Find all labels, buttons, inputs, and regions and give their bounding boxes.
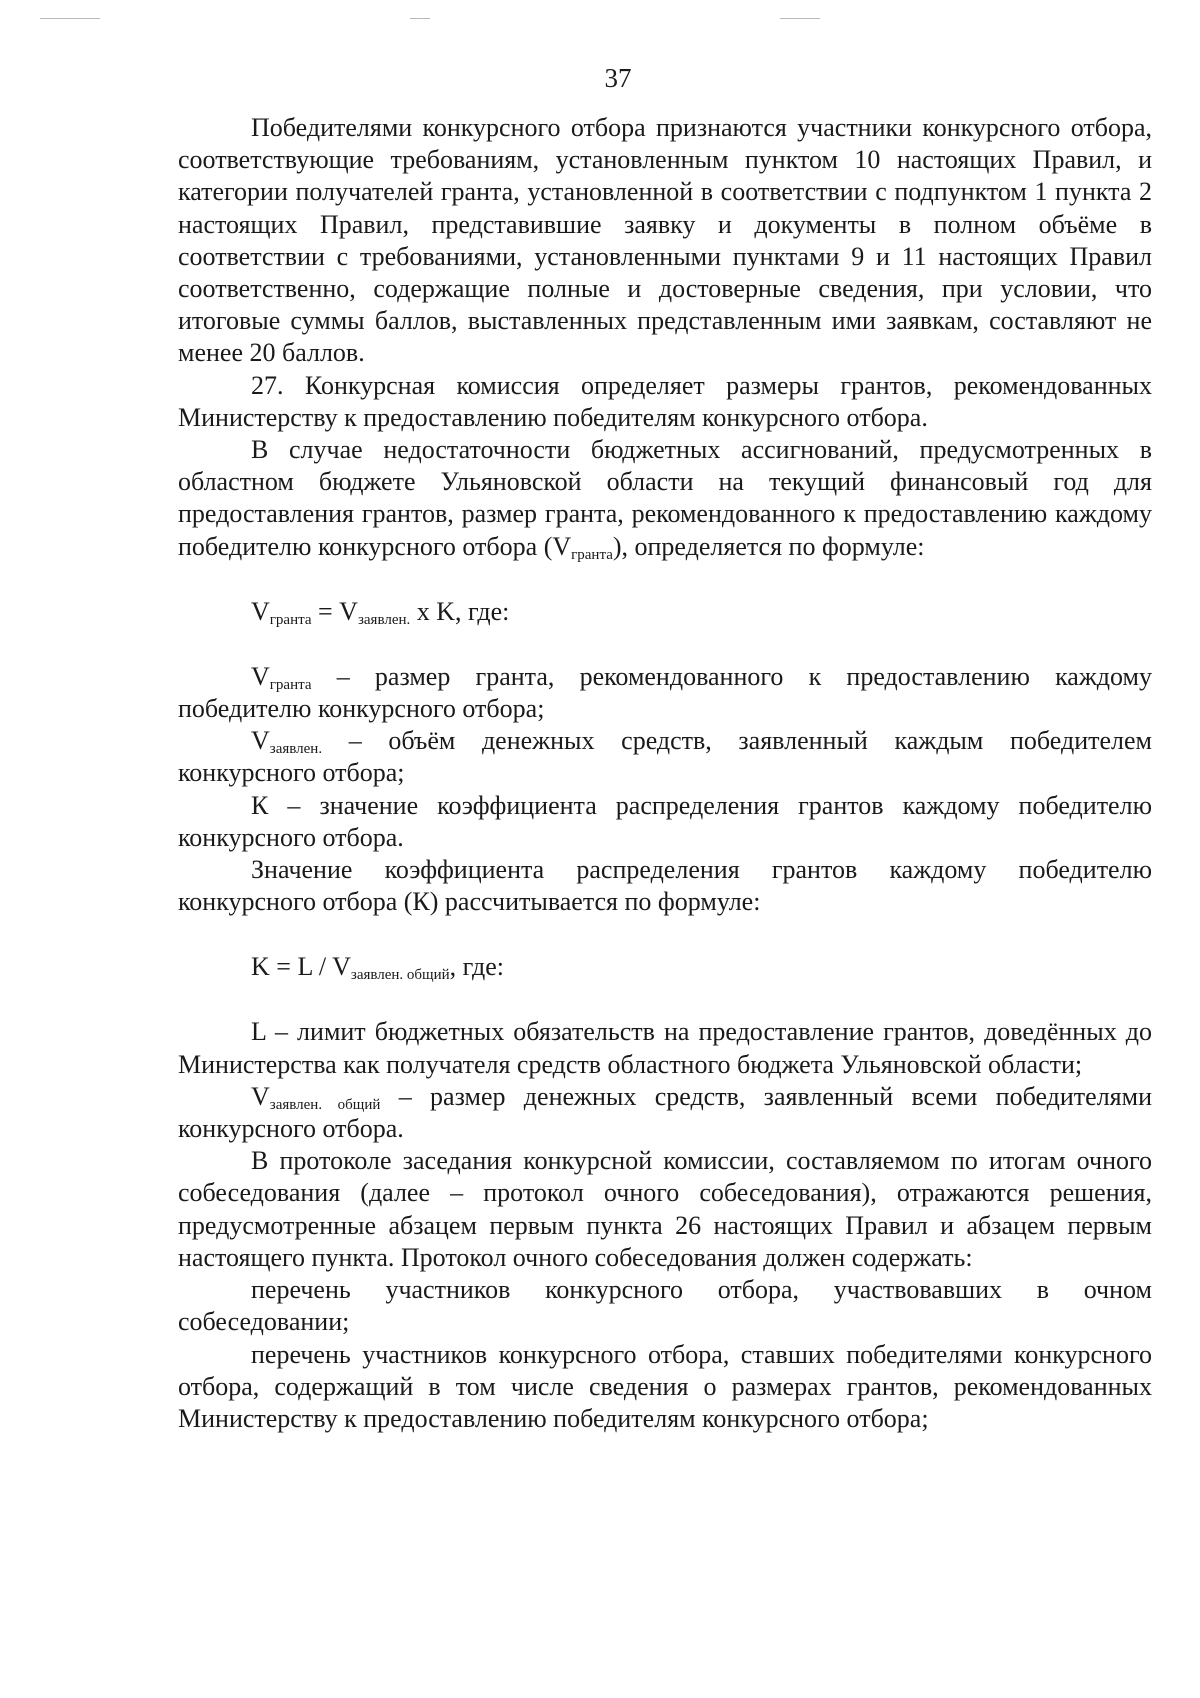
paragraph-k-formula-intro: Значение коэффициента распределения грантов каждому победителю конкурсного отбора (К) рассчитывается по формуле: [178,855,1152,917]
subscript: гранта [269,611,312,628]
document-body [178,112,1152,1435]
subscript: заявлен. [269,741,323,758]
formula-var: V [251,661,270,691]
definition-k: К – значение коэффициента распределения грантов каждому победителю конкурсного отбора. [178,790,1152,852]
definition-text: – размер гранта, рекомендованного к предоставлению каждому победителю конкурсного отбора; [178,661,1152,724]
subscript: заявлен. [357,611,411,628]
scan-artifact [780,18,820,19]
scan-artifact [40,18,100,19]
formula-grant [178,596,1152,628]
subscript: заявлен. общий [350,967,450,984]
spacer [178,983,1152,1016]
formula-text: K = L / V [251,952,351,982]
paragraph-text: ), определяется по формуле: [612,531,925,561]
definition-v-declared [178,725,1152,789]
list-item: перечень участников конкурсного отбора, участвовавших в очном собеседовании; [178,1275,1152,1337]
formula-var: V [251,1081,270,1111]
definition-l: L – лимит бюджетных обязательств на предоставление грантов, доведённых до Министерства как получателя средств областного бюджета Ульяновской области; [178,1017,1152,1079]
paragraph-text: В случае недостаточности бюджетных ассигнований, предусмотренных в областном бюджете Ульяновской области на текущий финансовый год для предоставления грантов, размер гранта, рекомендованного к предоставлению каждому победителю конкурсного отбора (V [178,435,1152,561]
formula-text: х K, где: [410,596,510,626]
spacer [178,628,1152,661]
page-number: 37 [604,63,632,93]
paragraph-protocol: В протоколе заседания конкурсной комиссии, составляемом по итогам очного собеседования (далее – протокол очного собеседования), отражаются решения, предусмотренные абзацем первым пункта 26 настоящих Правил и абзацем первым настоящего пункта. Протокол очного собеседования должен содержать: [178,1146,1152,1272]
definition-text: – объём денежных средств, заявленный каждым победителем конкурсного отбора; [178,726,1152,788]
formula-var: V [251,726,270,756]
formula-text: , где: [449,952,505,982]
definition-v-grant [178,661,1152,725]
list-item: перечень участников конкурсного отбора, ставших победителями конкурсного отбора, содержащий в том числе сведения о размерах грантов, рекомендованных Министерству к предоставлению победителям конкурсного отбора; [178,1339,1152,1433]
formula-k [178,951,1152,983]
spacer [178,563,1152,596]
subscript: гранта [269,676,312,693]
definition-text: – размер денежных средств, заявленный всеми победителями конкурсного отбора. [178,1081,1152,1144]
paragraph-27: 27. Конкурсная комиссия определяет размеры грантов, рекомендованных Министерству к предоставлению победителям конкурсного отбора. [178,370,1152,432]
scan-artifact [410,18,430,19]
formula-var: V [251,596,270,626]
subscript: заявлен. общий [269,1096,381,1113]
paragraph-winners: Победителями конкурсного отбора признаются участники конкурсного отбора, соответствующие требованиям, установленным пунктом 10 настоящих Правил, и категории получателей гранта, установленной в соответствии с подпунктом 1 пункта 2 настоящих Правил, представившие заявку и документы в полном объёме в соответствии с требованиями, установленными пунктами 9 и 11 настоящих Правил соответственно, содержащие полные и достоверные сведения, при условии, что итоговые суммы баллов, выставленных представленным ими заявкам, составляют не менее 20 баллов. [178,113,1152,368]
definition-v-total [178,1081,1152,1145]
spacer [178,918,1152,951]
subscript: гранта [571,546,613,563]
formula-text: = V [311,596,358,626]
paragraph-insufficiency [178,434,1152,563]
